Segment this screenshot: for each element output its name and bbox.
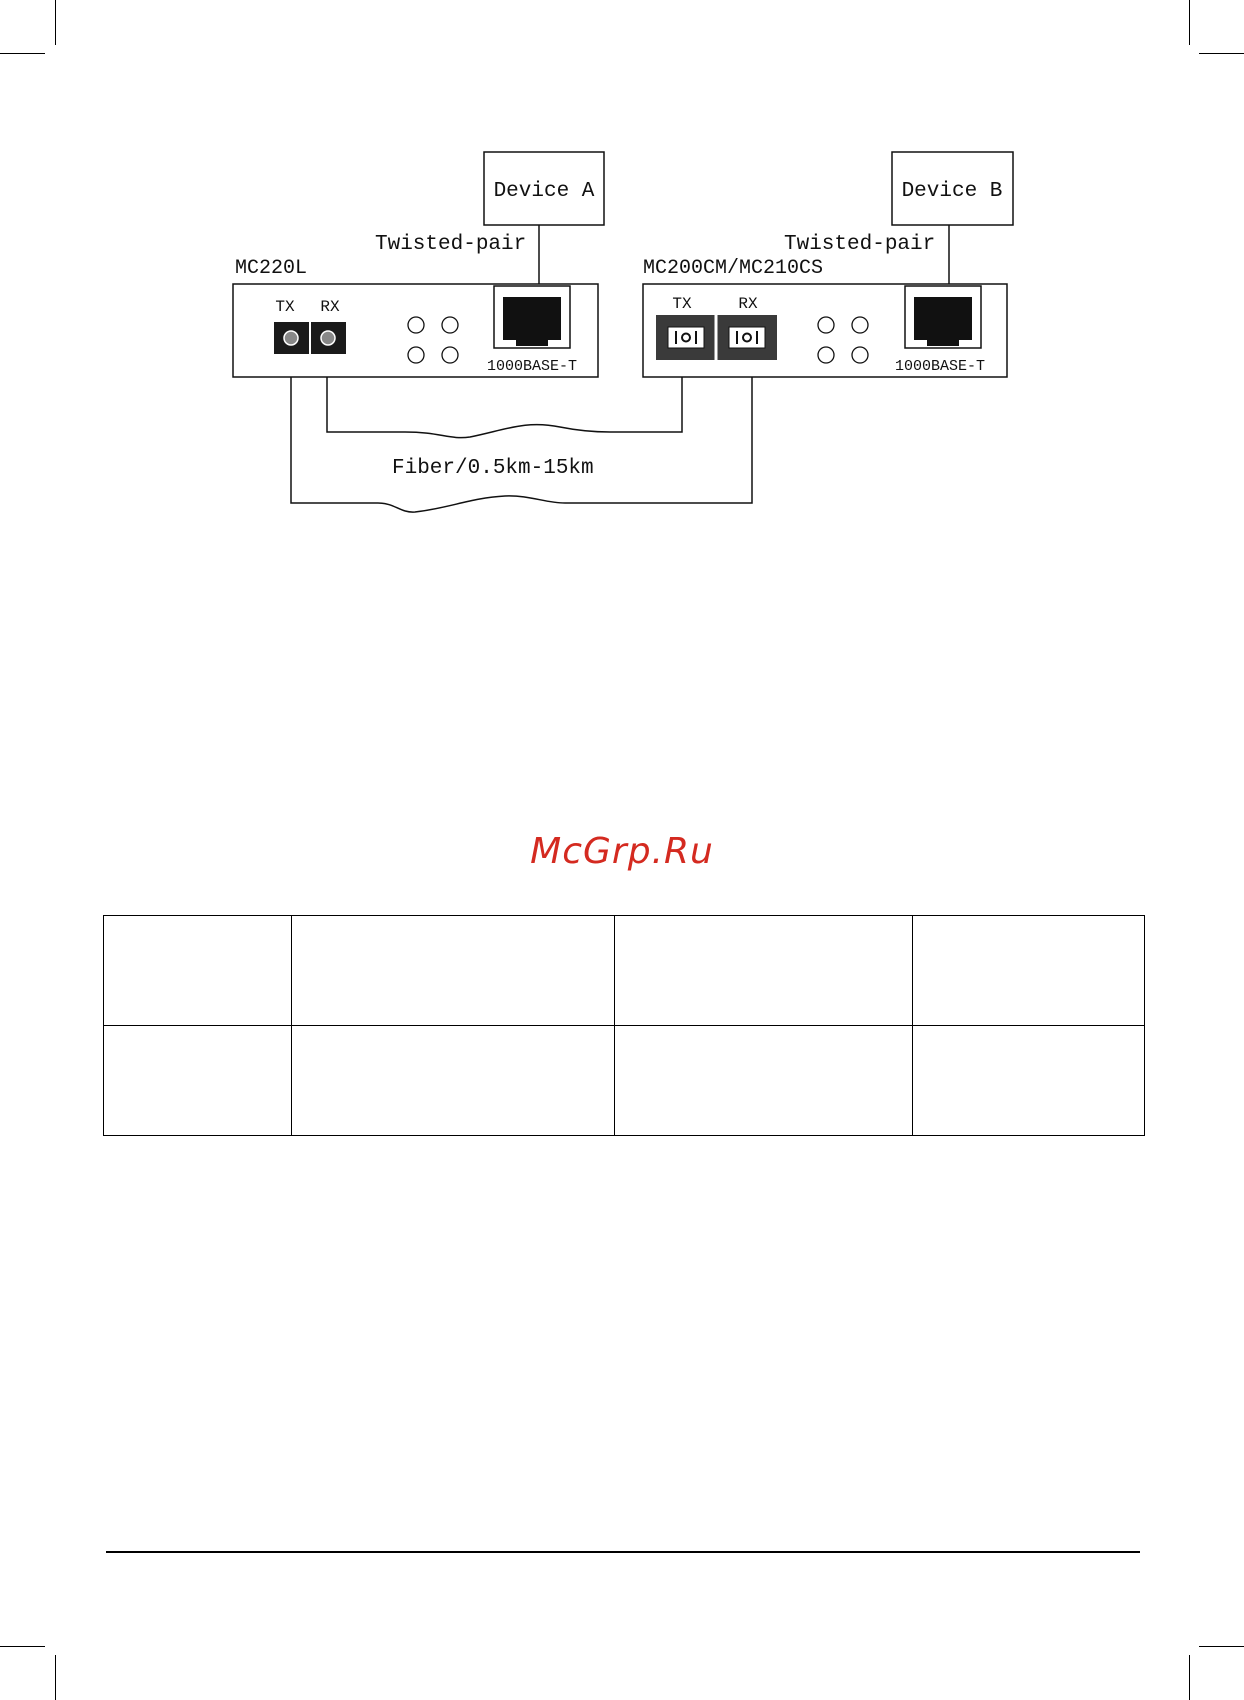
watermark: McGrp.Ru [530, 831, 714, 872]
table-cell [104, 1026, 292, 1136]
table-row [104, 916, 1145, 1026]
device-a-box [484, 152, 604, 225]
device-a-label: Device A [493, 180, 595, 203]
left-twisted-pair-label: Twisted-pair [375, 233, 527, 256]
left-rj45-port [494, 286, 570, 348]
crop-mark-bottom-left-v [55, 1655, 56, 1700]
table-cell [615, 916, 913, 1026]
device-b-label: Device B [901, 180, 1003, 203]
left-unit-label: MC220L [235, 257, 308, 280]
table-cell [615, 1026, 913, 1136]
right-tx-label: TX [672, 295, 692, 313]
right-rx-label: RX [738, 295, 758, 313]
left-port-label: 1000BASE-T [486, 358, 578, 375]
crop-mark-bottom-right-h [1199, 1646, 1244, 1647]
right-rj45-port [905, 286, 981, 348]
left-media-converter [233, 284, 598, 377]
crop-mark-bottom-right-v [1189, 1655, 1190, 1700]
connection-diagram [0, 0, 1244, 560]
table-row [104, 1026, 1145, 1136]
left-fiber-port [274, 322, 346, 354]
fiber-cable-tx-to-rx [291, 377, 752, 512]
crop-mark-bottom-left-h [0, 1646, 45, 1647]
right-fiber-port [656, 315, 777, 360]
left-tx-label: TX [275, 298, 295, 316]
table-cell [913, 916, 1145, 1026]
right-port-label: 1000BASE-T [894, 358, 986, 375]
fiber-label: Fiber/0.5km-15km [392, 457, 594, 480]
footer-rule [106, 1551, 1140, 1553]
left-rx-label: RX [320, 298, 340, 316]
table-cell [104, 916, 292, 1026]
table-cell [292, 916, 615, 1026]
fiber-cable-rx-to-tx [327, 377, 682, 438]
table-cell [913, 1026, 1145, 1136]
right-media-converter [643, 284, 1007, 377]
right-twisted-pair-label: Twisted-pair [784, 233, 936, 256]
table-cell [292, 1026, 615, 1136]
spec-table [103, 915, 1145, 1136]
right-unit-label: MC200CM/MC210CS [643, 257, 824, 280]
device-b-box [892, 152, 1013, 225]
